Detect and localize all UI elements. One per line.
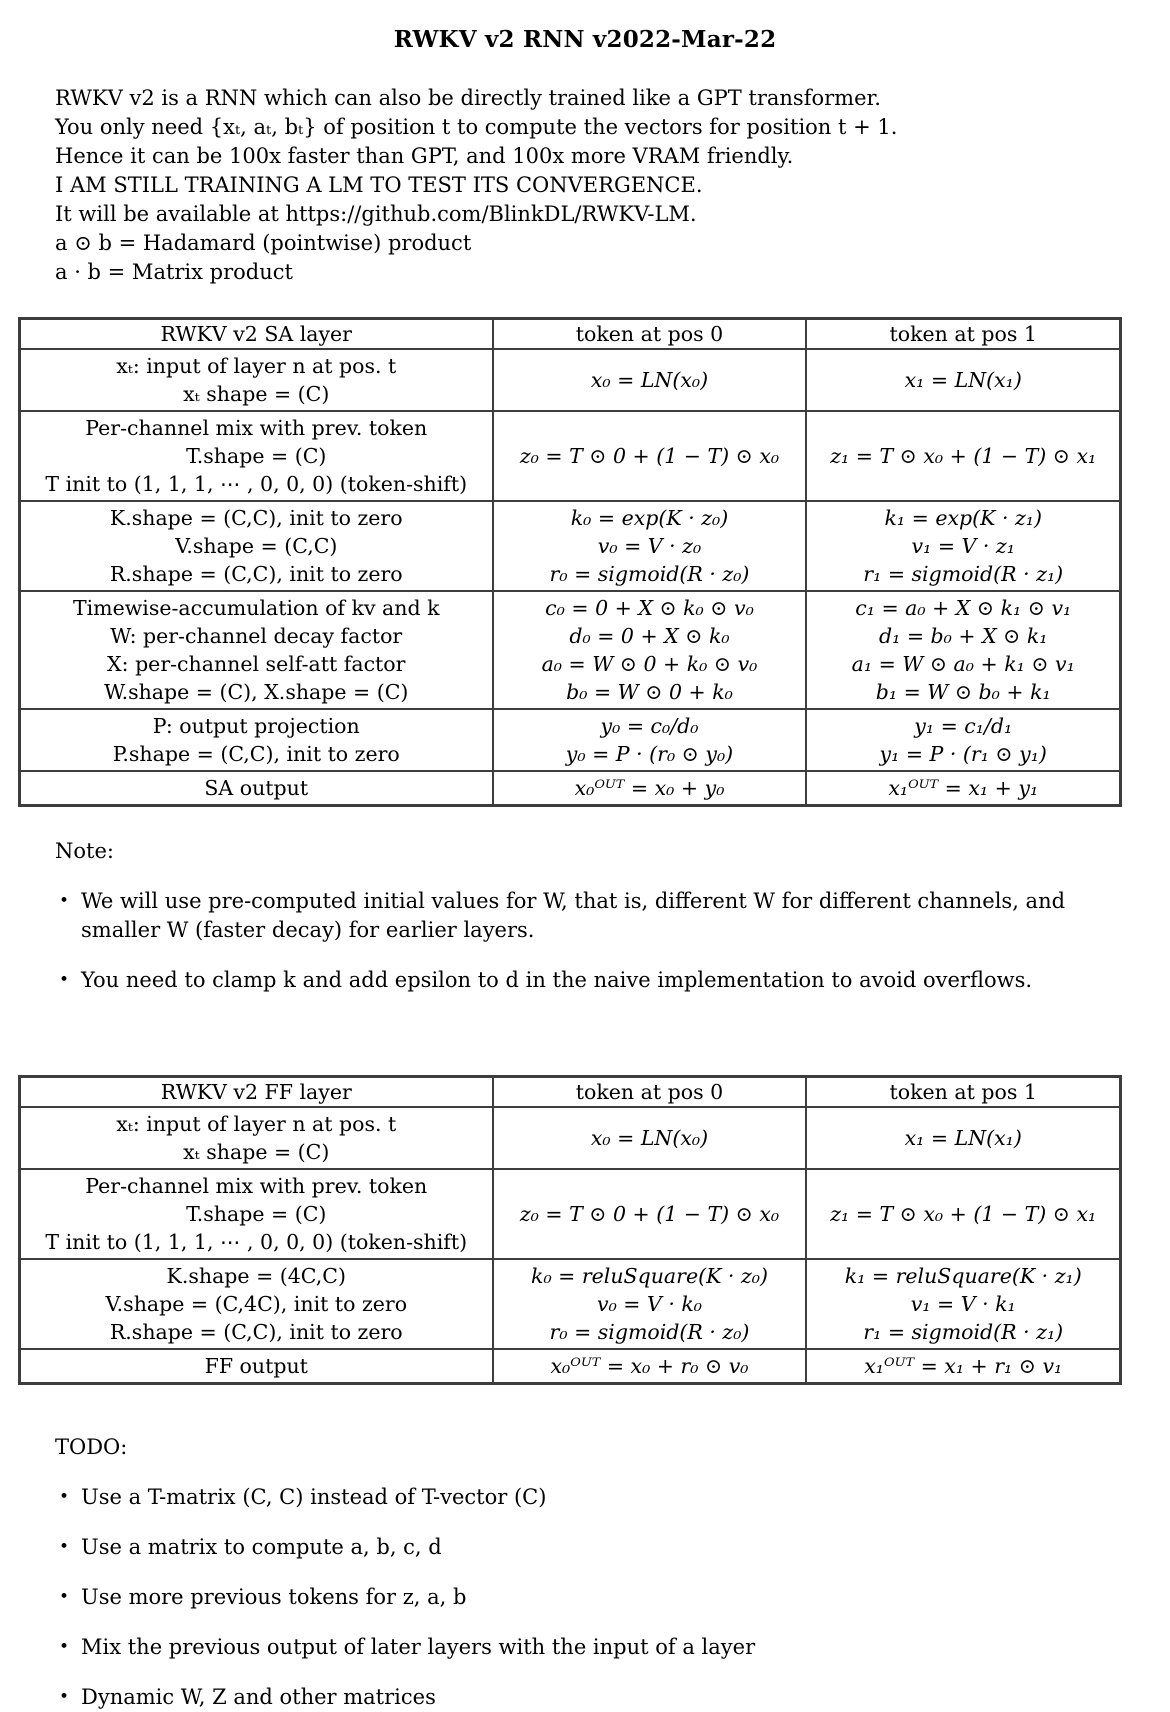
sa-col-header-pos1: token at pos 1 (806, 319, 1120, 350)
todo-bullet: • Mix the previous output of later layers with the input of a layer (57, 1633, 1120, 1662)
sa-row-input (20, 349, 1121, 411)
row-label-cell (20, 1169, 493, 1259)
ff-table-header-row (20, 1077, 1121, 1108)
label-line: X: per-channel self-att factor (107, 652, 406, 676)
note-bullet: • We will use pre-computed initial values for W, that is, different W for different channels, and smaller W (faster decay) for earlier layers. (57, 887, 1120, 945)
formula-line: b₁ = W ⊙ b₀ + k₁ (875, 680, 1051, 704)
label-line: xₜ shape = (C) (183, 1140, 330, 1164)
todo-heading: TODO: (55, 1435, 128, 1459)
pos1-cell (806, 771, 1120, 806)
sa-table-header-row (20, 319, 1121, 350)
row-label-cell (20, 349, 493, 411)
formula-line: v₁ = V · z₁ (911, 534, 1015, 558)
formula-line: k₁ = reluSquare(K · z₁) (844, 1264, 1082, 1288)
todo-bullet: • Use a matrix to compute a, b, c, d (57, 1533, 1120, 1562)
formula-line: r₁ = sigmoid(R · z₁) (863, 1320, 1064, 1344)
label-line: Per-channel mix with prev. token (85, 416, 428, 440)
label-line: K.shape = (C,C), init to zero (109, 506, 403, 530)
formula-line: x₁ = LN(x₁) (904, 1126, 1022, 1150)
intro-line: a · b = Matrix product (55, 260, 293, 284)
pos0-cell (493, 411, 807, 501)
formula-line: r₀ = sigmoid(R · z₀) (549, 562, 750, 586)
formula-line: r₀ = sigmoid(R · z₀) (549, 1320, 750, 1344)
formula-line: k₁ = exp(K · z₁) (884, 506, 1043, 530)
sa-layer-table (18, 317, 1122, 807)
formula-line: k₀ = exp(K · z₀) (570, 506, 729, 530)
formula-line: x₀ = LN(x₀) (590, 368, 709, 392)
note-bullet: • You need to clamp k and add epsilon to d in the naive implementation to avoid overflows. (57, 966, 1120, 995)
label-line: T.shape = (C) (186, 1202, 327, 1226)
row-label-cell (20, 709, 493, 771)
pos1-cell (806, 709, 1120, 771)
row-label-cell (20, 1349, 493, 1384)
row-label-cell (20, 1259, 493, 1349)
label-line: V.shape = (C,C) (175, 534, 338, 558)
pos1-cell (806, 501, 1120, 591)
pos0-cell (493, 1107, 807, 1169)
intro-line: It will be available at https://github.com/BlinkDL/RWKV-LM. (55, 202, 697, 226)
formula-line: z₀ = T ⊙ 0 + (1 − T) ⊙ x₀ (519, 444, 780, 468)
row-label-cell (20, 1107, 493, 1169)
formula-line: a₀ = W ⊙ 0 + k₀ ⊙ v₀ (541, 652, 758, 676)
formula-line: k₀ = reluSquare(K · z₀) (531, 1264, 768, 1288)
label-line: R.shape = (C,C), init to zero (109, 562, 403, 586)
formula-line: v₁ = V · k₁ (910, 1292, 1016, 1316)
label-line: W: per-channel decay factor (110, 624, 403, 648)
intro-line: I AM STILL TRAINING A LM TO TEST ITS CONVERGENCE. (55, 173, 703, 197)
formula-line: x₁ᴼᵁᵀ = x₁ + r₁ ⊙ v₁ (864, 1354, 1063, 1378)
pos0-cell (493, 349, 807, 411)
pos1-cell (806, 1107, 1120, 1169)
formula-line: z₁ = T ⊙ x₀ + (1 − T) ⊙ x₁ (830, 444, 1097, 468)
label-line: Timewise-accumulation of kv and k (72, 596, 440, 620)
sa-row-kvr (20, 501, 1121, 591)
formula-line: v₀ = V · z₀ (597, 534, 702, 558)
sa-row-projection (20, 709, 1121, 771)
label-line: V.shape = (C,4C), init to zero (105, 1292, 408, 1316)
intro-line: RWKV v2 is a RNN which can also be directly trained like a GPT transformer. (55, 86, 881, 110)
label-line: T init to (1, 1, 1, ⋯ , 0, 0, 0) (token-shift) (45, 472, 468, 496)
formula-line: z₀ = T ⊙ 0 + (1 − T) ⊙ x₀ (519, 1202, 780, 1226)
pos1-cell (806, 1259, 1120, 1349)
ff-col-header-pos1: token at pos 1 (806, 1077, 1120, 1108)
formula-line: b₀ = W ⊙ 0 + k₀ (566, 680, 733, 704)
ff-col-header-pos0: token at pos 0 (493, 1077, 807, 1108)
pos1-cell (806, 1169, 1120, 1259)
row-label-cell (20, 411, 493, 501)
intro-paragraph (55, 84, 1130, 287)
sa-row-output (20, 771, 1121, 806)
todo-bullet: • Use more previous tokens for z, a, b (57, 1583, 1120, 1612)
formula-line: c₁ = a₀ + X ⊙ k₁ ⊙ v₁ (855, 596, 1072, 620)
formula-line: d₀ = 0 + X ⊙ k₀ (569, 624, 730, 648)
sa-row-accumulation (20, 591, 1121, 709)
ff-row-input (20, 1107, 1121, 1169)
ff-row-token-mix (20, 1169, 1121, 1259)
pos0-cell (493, 1169, 807, 1259)
formula-line: x₀ = LN(x₀) (590, 1126, 709, 1150)
ff-row-output (20, 1349, 1121, 1384)
label-line: P: output projection (152, 714, 360, 738)
intro-line: You only need {xₜ, aₜ, bₜ} of position t to compute the vectors for position t + 1. (55, 115, 898, 139)
label-line: SA output (204, 776, 309, 800)
todo-bullet-list (57, 1483, 1120, 1712)
page-title: RWKV v2 RNN v2022-Mar-22 (393, 26, 777, 53)
formula-line: y₁ = P · (r₁ ⊙ y₁) (879, 742, 1047, 766)
ff-layer-table (18, 1075, 1122, 1385)
pos0-cell (493, 591, 807, 709)
formula-line: x₁ = LN(x₁) (904, 368, 1022, 392)
pos0-cell (493, 1349, 807, 1384)
pos0-cell (493, 501, 807, 591)
label-line: Per-channel mix with prev. token (85, 1174, 428, 1198)
label-line: W.shape = (C), X.shape = (C) (104, 680, 409, 704)
label-line: P.shape = (C,C), init to zero (112, 742, 400, 766)
formula-line: y₀ = P · (r₀ ⊙ y₀) (565, 742, 734, 766)
formula-line: a₁ = W ⊙ a₀ + k₁ ⊙ v₁ (851, 652, 1075, 676)
sa-col-header-pos0: token at pos 0 (493, 319, 807, 350)
formula-line: r₁ = sigmoid(R · z₁) (863, 562, 1064, 586)
row-label-cell (20, 771, 493, 806)
label-line: T init to (1, 1, 1, ⋯ , 0, 0, 0) (token-shift) (45, 1230, 468, 1254)
label-line: xₜ: input of layer n at pos. t (116, 1112, 397, 1136)
label-line: FF output (204, 1354, 308, 1378)
pos1-cell (806, 411, 1120, 501)
note-bullet-list (57, 887, 1120, 995)
formula-line: x₁ᴼᵁᵀ = x₁ + y₁ (888, 776, 1039, 800)
pos0-cell (493, 1259, 807, 1349)
formula-line: y₁ = c₁/d₁ (914, 714, 1013, 738)
sa-table-title: RWKV v2 SA layer (20, 319, 493, 350)
formula-line: v₀ = V · k₀ (596, 1292, 702, 1316)
label-line: R.shape = (C,C), init to zero (109, 1320, 403, 1344)
label-line: T.shape = (C) (186, 444, 327, 468)
formula-line: y₀ = c₀/d₀ (600, 714, 699, 738)
label-line: xₜ: input of layer n at pos. t (116, 354, 397, 378)
ff-row-kvr (20, 1259, 1121, 1349)
label-line: xₜ shape = (C) (183, 382, 330, 406)
pos1-cell (806, 1349, 1120, 1384)
pos0-cell (493, 709, 807, 771)
formula-line: d₁ = b₀ + X ⊙ k₁ (878, 624, 1048, 648)
formula-line: x₀ᴼᵁᵀ = x₀ + y₀ (574, 776, 725, 800)
pos1-cell (806, 591, 1120, 709)
note-heading: Note: (55, 839, 114, 863)
row-label-cell (20, 591, 493, 709)
pos0-cell (493, 771, 807, 806)
ff-table-title: RWKV v2 FF layer (20, 1077, 493, 1108)
row-label-cell (20, 501, 493, 591)
todo-bullet: • Use a T-matrix (C, C) instead of T-vector (C) (57, 1483, 1120, 1512)
formula-line: c₀ = 0 + X ⊙ k₀ ⊙ v₀ (545, 596, 754, 620)
intro-line: Hence it can be 100x faster than GPT, and 100x more VRAM friendly. (55, 144, 794, 168)
formula-line: x₀ᴼᵁᵀ = x₀ + r₀ ⊙ v₀ (550, 1354, 749, 1378)
todo-bullet: • Dynamic W, Z and other matrices (57, 1683, 1120, 1712)
sa-row-token-mix (20, 411, 1121, 501)
formula-line: z₁ = T ⊙ x₀ + (1 − T) ⊙ x₁ (830, 1202, 1097, 1226)
pos1-cell (806, 349, 1120, 411)
intro-line: a ⊙ b = Hadamard (pointwise) product (55, 231, 472, 255)
label-line: K.shape = (4C,C) (166, 1264, 346, 1288)
